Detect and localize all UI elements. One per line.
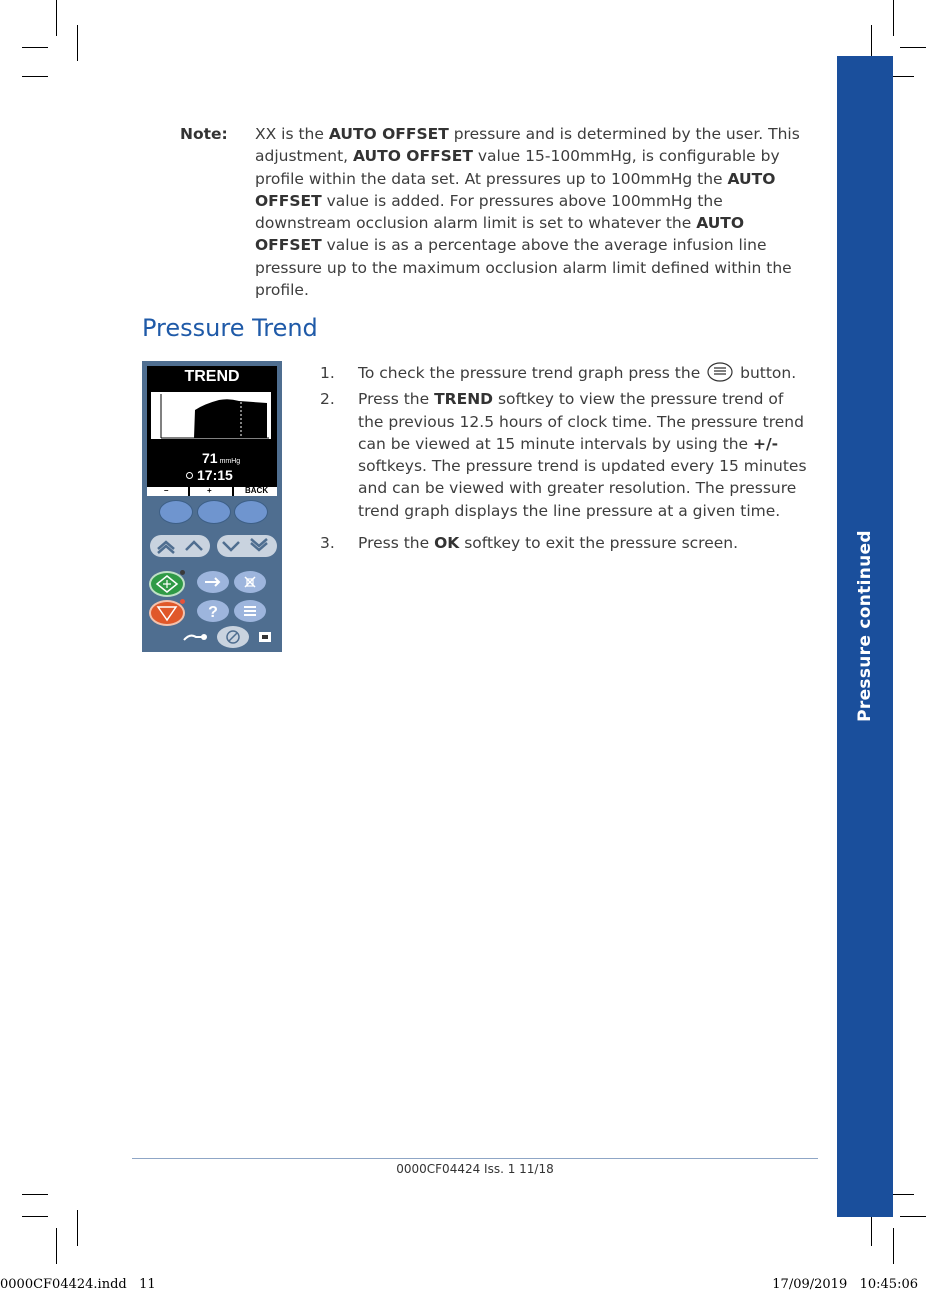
stop-button[interactable] xyxy=(149,600,185,626)
trend-graph xyxy=(149,390,273,445)
screen-title: TREND xyxy=(184,368,240,385)
step-text: softkeys. The pressure trend is updated every 15 minutes and can be viewed with greater resolution. The pressure trend graph displays the line pressure at a given time. xyxy=(358,457,807,520)
menu-button[interactable] xyxy=(234,600,266,622)
step-bold: +/- xyxy=(753,434,779,453)
softkey-plus[interactable]: + xyxy=(207,486,212,495)
trend-graph-svg xyxy=(149,390,273,445)
on-off-icon xyxy=(217,626,249,648)
step-item xyxy=(320,362,810,384)
step-text: button. xyxy=(735,364,797,382)
silence-button[interactable] xyxy=(234,571,266,593)
down-arrows-button[interactable] xyxy=(217,535,277,557)
crop-mark xyxy=(893,0,894,36)
note-text xyxy=(255,123,800,301)
trend-time: 17:15 xyxy=(197,467,233,483)
note-bold-term: AUTO OFFSET xyxy=(353,147,473,166)
footer-document-code: 0000CF04424 Iss. 1 11/18 xyxy=(396,1162,554,1176)
step-text: Press the xyxy=(358,534,435,553)
note-text-part: value 15-100mmHg, is configurable by profile within the data set. At pressures up to 100mmHg the xyxy=(255,147,780,188)
softkey-minus[interactable]: – xyxy=(164,486,169,495)
silence-alarm-icon xyxy=(234,571,266,593)
pressure-number: 71 xyxy=(202,450,218,466)
crop-mark xyxy=(22,47,48,48)
clock-icon xyxy=(186,472,193,479)
note-bold-term: AUTO OFFSET xyxy=(255,169,776,210)
step-bold: OK xyxy=(434,534,460,553)
softkey-divider xyxy=(232,487,234,496)
bolus-icon xyxy=(197,571,229,593)
crop-mark xyxy=(22,76,48,77)
step-text: Press the xyxy=(358,390,435,409)
note-bold-term: AUTO OFFSET xyxy=(255,214,745,255)
menu-icon xyxy=(234,600,266,622)
softkey-button-2[interactable] xyxy=(197,500,231,524)
steps-list xyxy=(320,362,810,558)
softkey-button-3[interactable] xyxy=(234,500,268,524)
bolus-button[interactable] xyxy=(197,571,229,593)
crop-mark xyxy=(77,1210,78,1246)
crop-mark xyxy=(77,25,78,61)
stop-icon xyxy=(151,602,183,624)
step-number: 1. xyxy=(320,364,335,382)
step-text: softkey to view the pressure trend of the previous 12.5 hours of clock time. The pressure trend can be viewed at 15 minute intervals by using the xyxy=(358,390,804,453)
step-bold: TREND xyxy=(434,390,494,409)
pressure-value xyxy=(202,450,240,466)
softkey-divider xyxy=(188,487,190,496)
indicator-light xyxy=(180,570,185,575)
up-arrows-button[interactable] xyxy=(150,535,210,557)
step-text: To check the pressure trend graph press the xyxy=(358,364,706,382)
softkey-back[interactable]: BACK xyxy=(245,486,269,495)
help-button[interactable] xyxy=(197,600,229,622)
note-text-part: pressure and is determined by the user. This adjustment, xyxy=(255,125,800,166)
side-tab-label: Pressure continued xyxy=(855,530,875,722)
crop-mark xyxy=(22,1194,48,1195)
crop-mark xyxy=(56,1228,57,1264)
note-bold-term: AUTO OFFSET xyxy=(328,125,449,143)
pressure-unit: mmHg xyxy=(219,458,241,465)
step-number: 3. xyxy=(320,534,335,553)
pump-device-image xyxy=(142,361,282,652)
graph-axis-zero: 0 xyxy=(154,431,160,440)
crop-mark xyxy=(56,0,57,36)
step-item xyxy=(320,532,810,554)
print-slug-date: 17/09/2019 10:45:06 xyxy=(772,1277,918,1292)
alarm-light xyxy=(180,599,185,604)
note-label: Note: xyxy=(180,125,228,143)
device-screen xyxy=(147,366,277,496)
svg-text:?: ? xyxy=(208,604,218,621)
menu-button-icon xyxy=(707,362,733,382)
note-text-part: value is as a percentage above the average infusion line pressure up to the maximum occlusion alarm limit defined within the profile. xyxy=(255,236,792,300)
step-number: 2. xyxy=(320,390,335,409)
on-off-button[interactable] xyxy=(217,626,249,648)
print-slug-file: 0000CF04424.indd 11 xyxy=(0,1277,156,1292)
crop-mark xyxy=(893,1228,894,1264)
crop-mark xyxy=(900,47,926,48)
step-item xyxy=(320,388,810,522)
note-text-part: value is added. For pressures above 100mmHg the downstream occlusion alarm limit is set to whatever the xyxy=(255,191,723,233)
softkey-button-1[interactable] xyxy=(159,500,193,524)
section-title: Pressure Trend xyxy=(142,314,318,342)
battery-icon xyxy=(258,631,272,643)
softkey-bar xyxy=(147,487,277,496)
chevron-down-icon xyxy=(217,535,277,557)
start-button[interactable] xyxy=(149,571,185,597)
question-icon xyxy=(197,600,229,622)
crop-mark xyxy=(22,1216,48,1217)
footer-rule xyxy=(132,1158,818,1159)
power-plug-icon xyxy=(182,629,212,645)
crop-mark xyxy=(900,1216,926,1217)
note-text-part: XX is the xyxy=(255,125,329,143)
step-text: softkey to exit the pressure screen. xyxy=(459,534,739,553)
start-icon xyxy=(151,573,183,595)
chevron-up-icon xyxy=(150,535,210,557)
